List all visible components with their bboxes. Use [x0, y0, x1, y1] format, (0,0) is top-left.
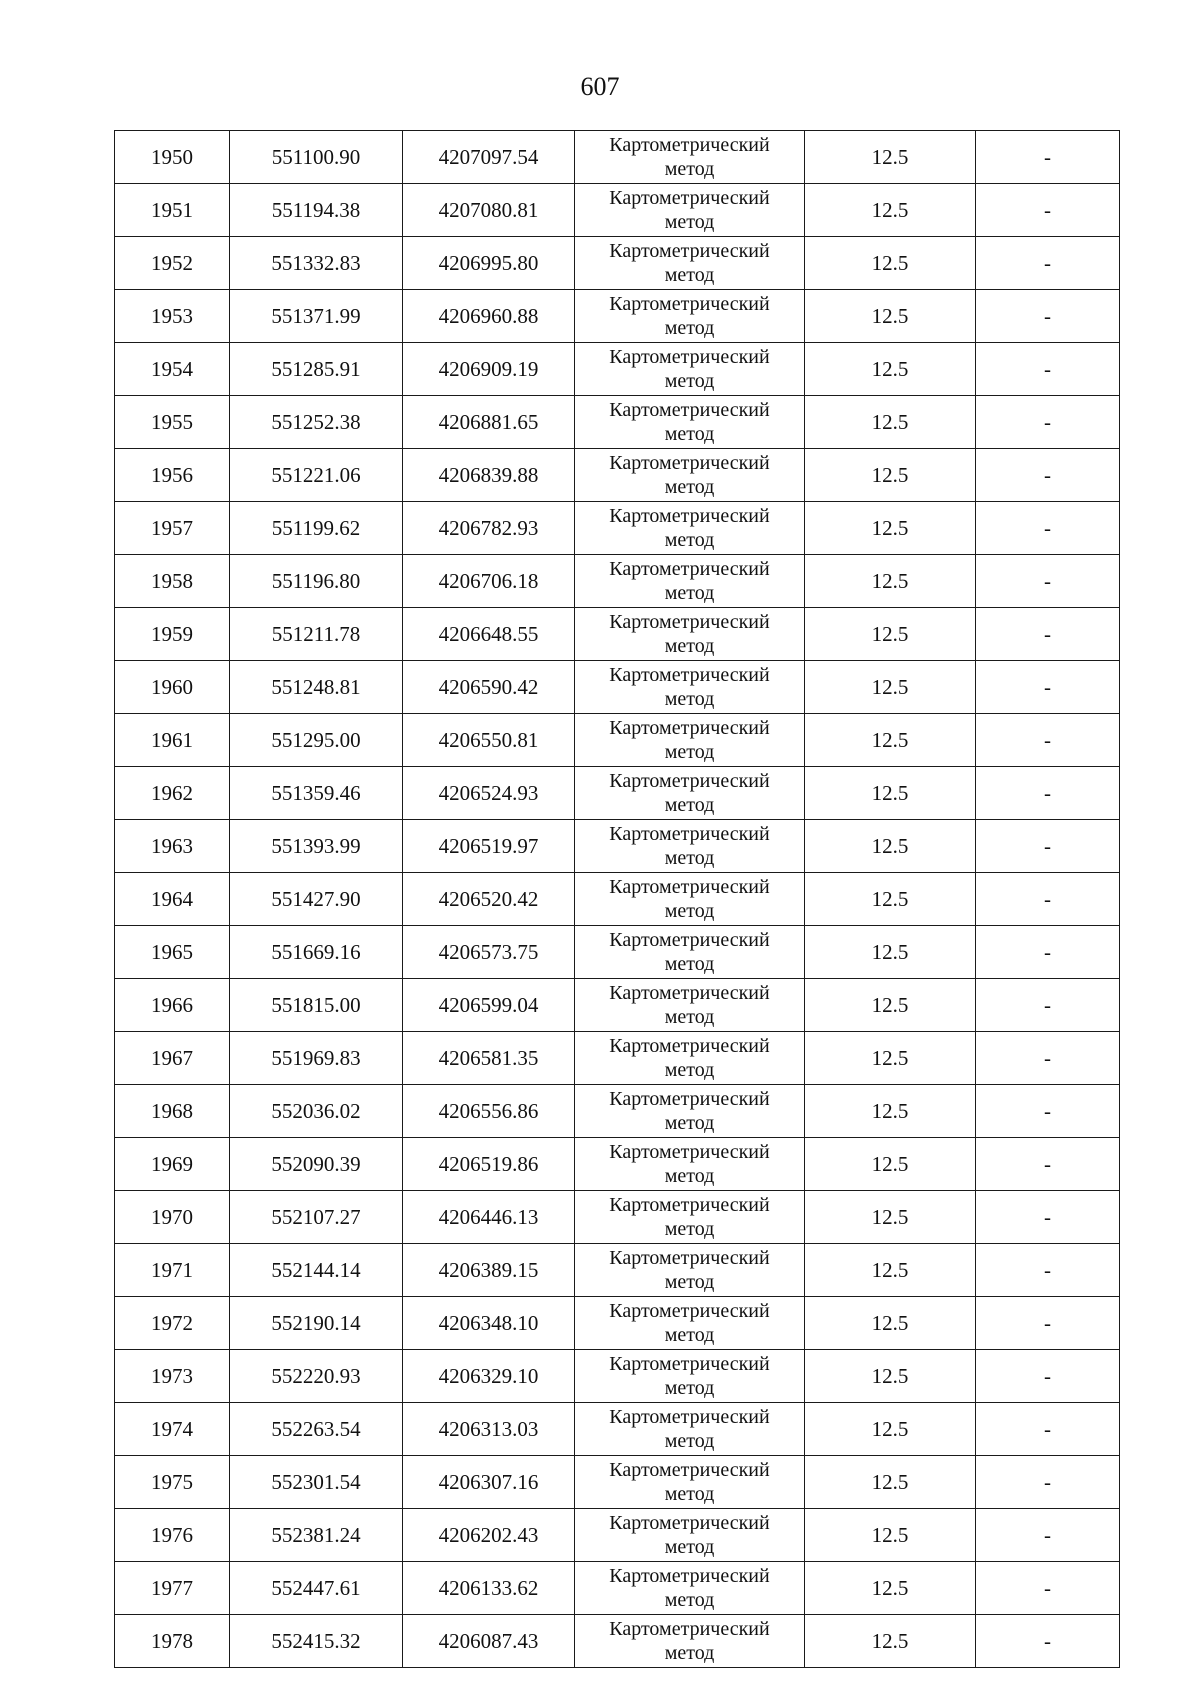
- point-number-cell: 1974: [115, 1403, 230, 1456]
- method-line-1: Картометрический: [609, 1618, 770, 1640]
- y-coordinate-cell: 4206556.86: [403, 1085, 575, 1138]
- accuracy-cell: 12.5: [805, 396, 976, 449]
- method-line-2: метод: [664, 476, 715, 498]
- method-cell: [575, 873, 805, 926]
- note-cell: -: [976, 343, 1120, 396]
- point-number-cell: 1966: [115, 979, 230, 1032]
- x-coordinate-cell: 552220.93: [230, 1350, 403, 1403]
- method-cell: [575, 237, 805, 290]
- x-coordinate-cell: 552415.32: [230, 1615, 403, 1668]
- accuracy-cell: 12.5: [805, 767, 976, 820]
- method-cell: [575, 979, 805, 1032]
- method-line-1: Картометрический: [609, 876, 770, 898]
- note-cell: -: [976, 926, 1120, 979]
- y-coordinate-cell: 4206839.88: [403, 449, 575, 502]
- accuracy-cell: 12.5: [805, 184, 976, 237]
- x-coordinate-cell: 551248.81: [230, 661, 403, 714]
- method-line-2: метод: [664, 211, 715, 233]
- y-coordinate-cell: 4206389.15: [403, 1244, 575, 1297]
- method-line-1: Картометрический: [609, 982, 770, 1004]
- table-row: [115, 1191, 1120, 1244]
- method-line-1: Картометрический: [609, 1459, 770, 1481]
- method-line-1: Картометрический: [609, 1088, 770, 1110]
- y-coordinate-cell: 4206881.65: [403, 396, 575, 449]
- accuracy-cell: 12.5: [805, 237, 976, 290]
- accuracy-cell: 12.5: [805, 661, 976, 714]
- method-line-1: Картометрический: [609, 399, 770, 421]
- point-number-cell: 1977: [115, 1562, 230, 1615]
- note-cell: -: [976, 131, 1120, 184]
- note-cell: -: [976, 767, 1120, 820]
- method-line-2: метод: [664, 1536, 715, 1558]
- accuracy-cell: 12.5: [805, 343, 976, 396]
- table-row: [115, 1032, 1120, 1085]
- note-cell: -: [976, 1615, 1120, 1668]
- method-line-2: метод: [664, 423, 715, 445]
- note-cell: -: [976, 1456, 1120, 1509]
- method-line-1: Картометрический: [609, 1565, 770, 1587]
- x-coordinate-cell: 551427.90: [230, 873, 403, 926]
- point-number-cell: 1952: [115, 237, 230, 290]
- method-cell: [575, 1615, 805, 1668]
- method-cell: [575, 661, 805, 714]
- table-row: [115, 343, 1120, 396]
- note-cell: -: [976, 608, 1120, 661]
- y-coordinate-cell: 4206087.43: [403, 1615, 575, 1668]
- y-coordinate-cell: 4206706.18: [403, 555, 575, 608]
- method-cell: [575, 1562, 805, 1615]
- method-cell: [575, 290, 805, 343]
- note-cell: -: [976, 873, 1120, 926]
- y-coordinate-cell: 4206307.16: [403, 1456, 575, 1509]
- table-row: [115, 555, 1120, 608]
- x-coordinate-cell: 551969.83: [230, 1032, 403, 1085]
- accuracy-cell: 12.5: [805, 608, 976, 661]
- method-cell: [575, 1244, 805, 1297]
- note-cell: -: [976, 1138, 1120, 1191]
- point-number-cell: 1950: [115, 131, 230, 184]
- method-line-2: метод: [664, 582, 715, 604]
- method-line-2: метод: [664, 1377, 715, 1399]
- x-coordinate-cell: 551393.99: [230, 820, 403, 873]
- note-cell: -: [976, 1085, 1120, 1138]
- method-line-1: Картометрический: [609, 558, 770, 580]
- y-coordinate-cell: 4206599.04: [403, 979, 575, 1032]
- method-cell: [575, 555, 805, 608]
- method-line-2: метод: [664, 900, 715, 922]
- point-number-cell: 1954: [115, 343, 230, 396]
- point-number-cell: 1965: [115, 926, 230, 979]
- method-line-1: Картометрический: [609, 717, 770, 739]
- table-row: [115, 1085, 1120, 1138]
- point-number-cell: 1960: [115, 661, 230, 714]
- method-line-2: метод: [664, 741, 715, 763]
- method-line-1: Картометрический: [609, 664, 770, 686]
- method-line-1: Картометрический: [609, 611, 770, 633]
- x-coordinate-cell: 551194.38: [230, 184, 403, 237]
- accuracy-cell: 12.5: [805, 873, 976, 926]
- point-number-cell: 1969: [115, 1138, 230, 1191]
- y-coordinate-cell: 4206519.86: [403, 1138, 575, 1191]
- table-row: [115, 1509, 1120, 1562]
- note-cell: -: [976, 502, 1120, 555]
- x-coordinate-cell: 551199.62: [230, 502, 403, 555]
- table-row: [115, 714, 1120, 767]
- note-cell: -: [976, 1403, 1120, 1456]
- method-line-2: метод: [664, 1006, 715, 1028]
- accuracy-cell: 12.5: [805, 1615, 976, 1668]
- method-line-1: Картометрический: [609, 505, 770, 527]
- method-cell: [575, 1191, 805, 1244]
- method-line-1: Картометрический: [609, 1035, 770, 1057]
- point-number-cell: 1973: [115, 1350, 230, 1403]
- method-line-1: Картометрический: [609, 293, 770, 315]
- table-row: [115, 820, 1120, 873]
- accuracy-cell: 12.5: [805, 926, 976, 979]
- note-cell: -: [976, 396, 1120, 449]
- y-coordinate-cell: 4206782.93: [403, 502, 575, 555]
- table-row: [115, 449, 1120, 502]
- method-line-1: Картометрический: [609, 240, 770, 262]
- point-number-cell: 1968: [115, 1085, 230, 1138]
- x-coordinate-cell: 552301.54: [230, 1456, 403, 1509]
- table-row: [115, 1244, 1120, 1297]
- table-row: [115, 502, 1120, 555]
- accuracy-cell: 12.5: [805, 290, 976, 343]
- method-line-2: метод: [664, 953, 715, 975]
- point-number-cell: 1953: [115, 290, 230, 343]
- x-coordinate-cell: 551295.00: [230, 714, 403, 767]
- method-line-1: Картометрический: [609, 1141, 770, 1163]
- method-line-1: Картометрический: [609, 1300, 770, 1322]
- y-coordinate-cell: 4206995.80: [403, 237, 575, 290]
- table-row: [115, 396, 1120, 449]
- x-coordinate-cell: 552381.24: [230, 1509, 403, 1562]
- method-line-1: Картометрический: [609, 929, 770, 951]
- y-coordinate-cell: 4206133.62: [403, 1562, 575, 1615]
- method-line-1: Картометрический: [609, 134, 770, 156]
- y-coordinate-cell: 4206348.10: [403, 1297, 575, 1350]
- method-line-2: метод: [664, 1165, 715, 1187]
- method-cell: [575, 1085, 805, 1138]
- x-coordinate-cell: 552144.14: [230, 1244, 403, 1297]
- y-coordinate-cell: 4206573.75: [403, 926, 575, 979]
- method-line-2: метод: [664, 317, 715, 339]
- method-line-2: метод: [664, 370, 715, 392]
- method-line-1: Картометрический: [609, 1353, 770, 1375]
- method-cell: [575, 343, 805, 396]
- accuracy-cell: 12.5: [805, 1350, 976, 1403]
- point-number-cell: 1959: [115, 608, 230, 661]
- accuracy-cell: 12.5: [805, 1244, 976, 1297]
- note-cell: -: [976, 184, 1120, 237]
- method-cell: [575, 1403, 805, 1456]
- accuracy-cell: 12.5: [805, 979, 976, 1032]
- method-line-1: Картометрический: [609, 1512, 770, 1534]
- point-number-cell: 1972: [115, 1297, 230, 1350]
- x-coordinate-cell: 551196.80: [230, 555, 403, 608]
- method-cell: [575, 820, 805, 873]
- note-cell: -: [976, 237, 1120, 290]
- point-number-cell: 1970: [115, 1191, 230, 1244]
- x-coordinate-cell: 552107.27: [230, 1191, 403, 1244]
- method-cell: [575, 449, 805, 502]
- x-coordinate-cell: 551252.38: [230, 396, 403, 449]
- method-line-2: метод: [664, 158, 715, 180]
- note-cell: -: [976, 1562, 1120, 1615]
- method-line-2: метод: [664, 635, 715, 657]
- accuracy-cell: 12.5: [805, 1509, 976, 1562]
- table-row: [115, 1138, 1120, 1191]
- x-coordinate-cell: 551359.46: [230, 767, 403, 820]
- x-coordinate-cell: 552036.02: [230, 1085, 403, 1138]
- point-number-cell: 1967: [115, 1032, 230, 1085]
- method-line-2: метод: [664, 1059, 715, 1081]
- x-coordinate-cell: 552090.39: [230, 1138, 403, 1191]
- method-line-2: метод: [664, 1430, 715, 1452]
- point-number-cell: 1961: [115, 714, 230, 767]
- note-cell: -: [976, 1350, 1120, 1403]
- table-row: [115, 661, 1120, 714]
- method-line-2: метод: [664, 847, 715, 869]
- accuracy-cell: 12.5: [805, 1456, 976, 1509]
- table-row: [115, 290, 1120, 343]
- table-row: [115, 184, 1120, 237]
- table-row: [115, 1456, 1120, 1509]
- x-coordinate-cell: 552190.14: [230, 1297, 403, 1350]
- note-cell: -: [976, 555, 1120, 608]
- y-coordinate-cell: 4207080.81: [403, 184, 575, 237]
- y-coordinate-cell: 4206519.97: [403, 820, 575, 873]
- point-number-cell: 1976: [115, 1509, 230, 1562]
- point-number-cell: 1964: [115, 873, 230, 926]
- method-cell: [575, 1456, 805, 1509]
- point-number-cell: 1955: [115, 396, 230, 449]
- accuracy-cell: 12.5: [805, 1032, 976, 1085]
- note-cell: -: [976, 979, 1120, 1032]
- y-coordinate-cell: 4206581.35: [403, 1032, 575, 1085]
- note-cell: -: [976, 1509, 1120, 1562]
- method-line-2: метод: [664, 688, 715, 710]
- x-coordinate-cell: 551669.16: [230, 926, 403, 979]
- point-number-cell: 1958: [115, 555, 230, 608]
- x-coordinate-cell: 552447.61: [230, 1562, 403, 1615]
- method-cell: [575, 131, 805, 184]
- table-row: [115, 1562, 1120, 1615]
- accuracy-cell: 12.5: [805, 1562, 976, 1615]
- note-cell: -: [976, 820, 1120, 873]
- accuracy-cell: 12.5: [805, 1085, 976, 1138]
- y-coordinate-cell: 4206313.03: [403, 1403, 575, 1456]
- method-line-2: метод: [664, 1589, 715, 1611]
- method-line-1: Картометрический: [609, 346, 770, 368]
- method-cell: [575, 767, 805, 820]
- point-number-cell: 1971: [115, 1244, 230, 1297]
- x-coordinate-cell: 551371.99: [230, 290, 403, 343]
- accuracy-cell: 12.5: [805, 449, 976, 502]
- table-row: [115, 926, 1120, 979]
- table-row: [115, 1403, 1120, 1456]
- method-line-1: Картометрический: [609, 1194, 770, 1216]
- method-line-2: метод: [664, 794, 715, 816]
- point-number-cell: 1963: [115, 820, 230, 873]
- method-cell: [575, 1350, 805, 1403]
- method-cell: [575, 714, 805, 767]
- note-cell: -: [976, 714, 1120, 767]
- method-line-2: метод: [664, 529, 715, 551]
- method-line-2: метод: [664, 1324, 715, 1346]
- method-cell: [575, 926, 805, 979]
- y-coordinate-cell: 4206960.88: [403, 290, 575, 343]
- accuracy-cell: 12.5: [805, 820, 976, 873]
- method-cell: [575, 1297, 805, 1350]
- note-cell: -: [976, 1297, 1120, 1350]
- y-coordinate-cell: 4206550.81: [403, 714, 575, 767]
- point-number-cell: 1978: [115, 1615, 230, 1668]
- table-row: [115, 1615, 1120, 1668]
- method-line-1: Картометрический: [609, 1247, 770, 1269]
- table-row: [115, 608, 1120, 661]
- method-cell: [575, 1138, 805, 1191]
- x-coordinate-cell: 551211.78: [230, 608, 403, 661]
- accuracy-cell: 12.5: [805, 502, 976, 555]
- page-number: 607: [580, 72, 620, 101]
- method-line-1: Картометрический: [609, 187, 770, 209]
- method-line-2: метод: [664, 1642, 715, 1664]
- method-cell: [575, 1509, 805, 1562]
- x-coordinate-cell: 551815.00: [230, 979, 403, 1032]
- table-row: [115, 1297, 1120, 1350]
- note-cell: -: [976, 661, 1120, 714]
- table-row: [115, 237, 1120, 290]
- method-line-2: метод: [664, 1218, 715, 1240]
- x-coordinate-cell: 551100.90: [230, 131, 403, 184]
- accuracy-cell: 12.5: [805, 1138, 976, 1191]
- accuracy-cell: 12.5: [805, 1191, 976, 1244]
- table-row: [115, 1350, 1120, 1403]
- y-coordinate-cell: 4206520.42: [403, 873, 575, 926]
- x-coordinate-cell: 551332.83: [230, 237, 403, 290]
- point-number-cell: 1951: [115, 184, 230, 237]
- point-number-cell: 1962: [115, 767, 230, 820]
- table-row: [115, 979, 1120, 1032]
- accuracy-cell: 12.5: [805, 1297, 976, 1350]
- method-line-1: Картометрический: [609, 452, 770, 474]
- x-coordinate-cell: 551221.06: [230, 449, 403, 502]
- method-line-2: метод: [664, 264, 715, 286]
- note-cell: -: [976, 1032, 1120, 1085]
- y-coordinate-cell: 4206590.42: [403, 661, 575, 714]
- y-coordinate-cell: 4206446.13: [403, 1191, 575, 1244]
- method-line-2: метод: [664, 1112, 715, 1134]
- point-number-cell: 1975: [115, 1456, 230, 1509]
- y-coordinate-cell: 4207097.54: [403, 131, 575, 184]
- note-cell: -: [976, 449, 1120, 502]
- y-coordinate-cell: 4206524.93: [403, 767, 575, 820]
- method-line-1: Картометрический: [609, 770, 770, 792]
- accuracy-cell: 12.5: [805, 1403, 976, 1456]
- note-cell: -: [976, 1244, 1120, 1297]
- method-line-1: Картометрический: [609, 823, 770, 845]
- y-coordinate-cell: 4206329.10: [403, 1350, 575, 1403]
- table-row: [115, 873, 1120, 926]
- method-cell: [575, 608, 805, 661]
- method-line-2: метод: [664, 1483, 715, 1505]
- accuracy-cell: 12.5: [805, 714, 976, 767]
- point-number-cell: 1956: [115, 449, 230, 502]
- method-line-1: Картометрический: [609, 1406, 770, 1428]
- accuracy-cell: 12.5: [805, 555, 976, 608]
- table-row: [115, 131, 1120, 184]
- note-cell: -: [976, 1191, 1120, 1244]
- table-body: [115, 131, 1120, 1668]
- accuracy-cell: 12.5: [805, 131, 976, 184]
- method-cell: [575, 502, 805, 555]
- point-number-cell: 1957: [115, 502, 230, 555]
- method-cell: [575, 396, 805, 449]
- y-coordinate-cell: 4206909.19: [403, 343, 575, 396]
- y-coordinate-cell: 4206202.43: [403, 1509, 575, 1562]
- coordinates-table: [114, 130, 1120, 1668]
- method-cell: [575, 184, 805, 237]
- x-coordinate-cell: 552263.54: [230, 1403, 403, 1456]
- note-cell: -: [976, 290, 1120, 343]
- x-coordinate-cell: 551285.91: [230, 343, 403, 396]
- y-coordinate-cell: 4206648.55: [403, 608, 575, 661]
- method-line-2: метод: [664, 1271, 715, 1293]
- method-cell: [575, 1032, 805, 1085]
- table-row: [115, 767, 1120, 820]
